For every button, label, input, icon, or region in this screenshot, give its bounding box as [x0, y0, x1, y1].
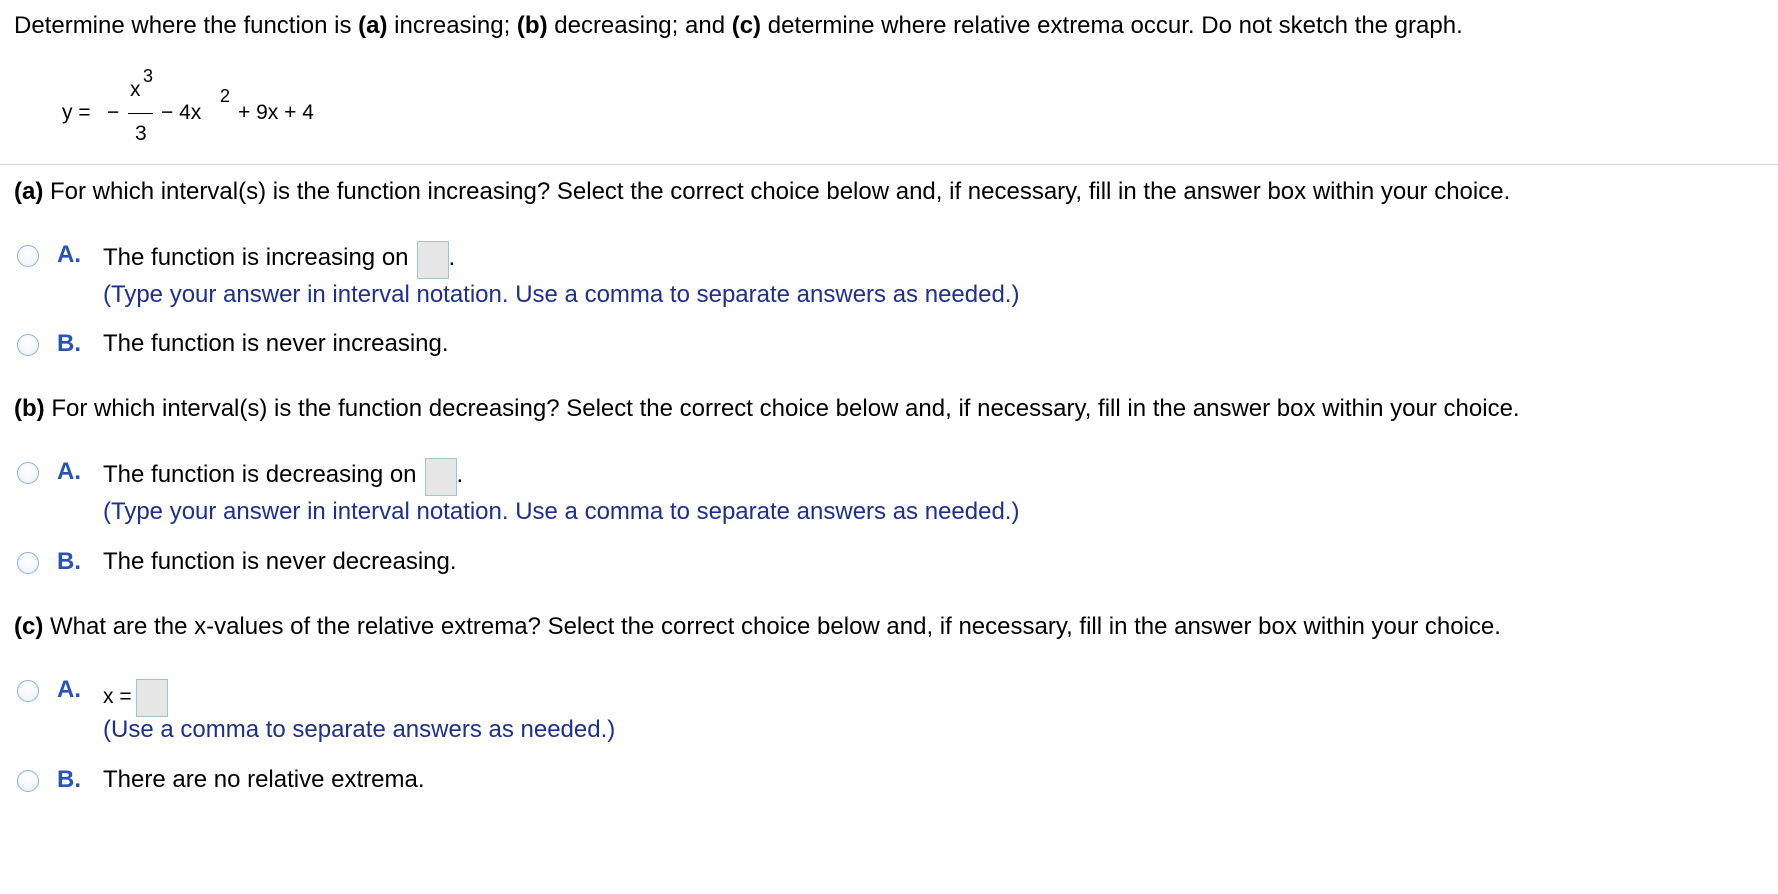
choice-a-option-a-letter: A. [57, 241, 81, 268]
radio-b-option-a[interactable] [17, 462, 39, 484]
question-c-text: What are the x-values of the relative extrema? Select the correct choice below and, if necessary, fill in the answer box within your choice. [43, 613, 1501, 640]
choice-b-option-a-letter: A. [57, 458, 81, 485]
radio-a-option-b[interactable] [17, 334, 39, 356]
equation-numerator: x [130, 78, 141, 101]
question-b [14, 392, 1520, 426]
choice-c-option-b-letter: B. [57, 766, 81, 793]
radio-b-option-b[interactable] [17, 552, 39, 574]
choice-a-option-b-letter: B. [57, 330, 81, 357]
equation-tail: + 9x + 4 [238, 101, 314, 124]
choice-a-option-a-text: The function is increasing on [103, 244, 409, 271]
choice-b-option-b-text: The function is never decreasing. [103, 548, 457, 575]
choice-b-option-a-text: The function is decreasing on [103, 461, 417, 488]
choice-c-option-a-text: x = [103, 685, 132, 708]
choice-a-option-b-text: The function is never increasing. [103, 330, 449, 357]
equation-denominator: 3 [135, 122, 147, 145]
choice-a-option-a-text-group [103, 241, 455, 279]
hint-b: (Type your answer in interval notation. Use a comma to separate answers as needed.) [103, 498, 1020, 525]
question-c-label: (c) [14, 613, 44, 640]
choice-b-option-b-letter: B. [57, 548, 81, 575]
question-a-text: For which interval(s) is the function increasing? Select the correct choice below and, if necessary, fill in the answer box within your choice. [43, 178, 1511, 205]
equation-lhs: y = [62, 101, 91, 124]
section-divider [0, 164, 1778, 165]
answer-box-a[interactable] [417, 241, 449, 279]
choice-c-option-a-letter: A. [57, 676, 81, 703]
choice-c-option-a-text-group [103, 679, 168, 717]
radio-a-option-a[interactable] [17, 245, 39, 267]
problem-label-b: (b) [516, 12, 548, 39]
choice-a-option-a-suffix: . [448, 244, 456, 271]
problem-label-a: (a) [358, 12, 388, 39]
hint-a: (Type your answer in interval notation. Use a comma to separate answers as needed.) [103, 281, 1020, 308]
choice-b-option-a-text-group [103, 458, 463, 496]
question-c [14, 610, 1501, 644]
equation-minus-sign: − [107, 101, 120, 124]
problem-text-c: determine where relative extrema occur. Do not sketch the graph. [761, 12, 1463, 39]
question-a [14, 175, 1510, 209]
question-b-label: (b) [14, 395, 45, 422]
choice-c-option-b-text: There are no relative extrema. [103, 766, 425, 793]
radio-c-option-b[interactable] [17, 770, 39, 792]
problem-prefix: Determine where the function is [14, 12, 359, 39]
problem-statement [14, 9, 1463, 43]
radio-c-option-a[interactable] [17, 680, 39, 702]
equation-term2-exponent: 2 [220, 86, 231, 106]
hint-c: (Use a comma to separate answers as needed.) [103, 716, 616, 743]
question-a-label: (a) [14, 178, 44, 205]
equation-numerator-exponent: 3 [143, 66, 154, 86]
problem-label-c: (c) [731, 12, 762, 39]
problem-text-b: decreasing; and [547, 12, 732, 39]
fraction-bar [128, 113, 153, 114]
problem-text-a: increasing; [387, 12, 517, 39]
answer-box-c[interactable] [136, 679, 168, 717]
question-b-text: For which interval(s) is the function decreasing? Select the correct choice below and, if necessary, fill in the answer box within your choice. [44, 395, 1520, 422]
answer-box-b[interactable] [425, 458, 457, 496]
choice-b-option-a-suffix: . [456, 461, 464, 488]
equation-term2: − 4x [161, 101, 202, 124]
